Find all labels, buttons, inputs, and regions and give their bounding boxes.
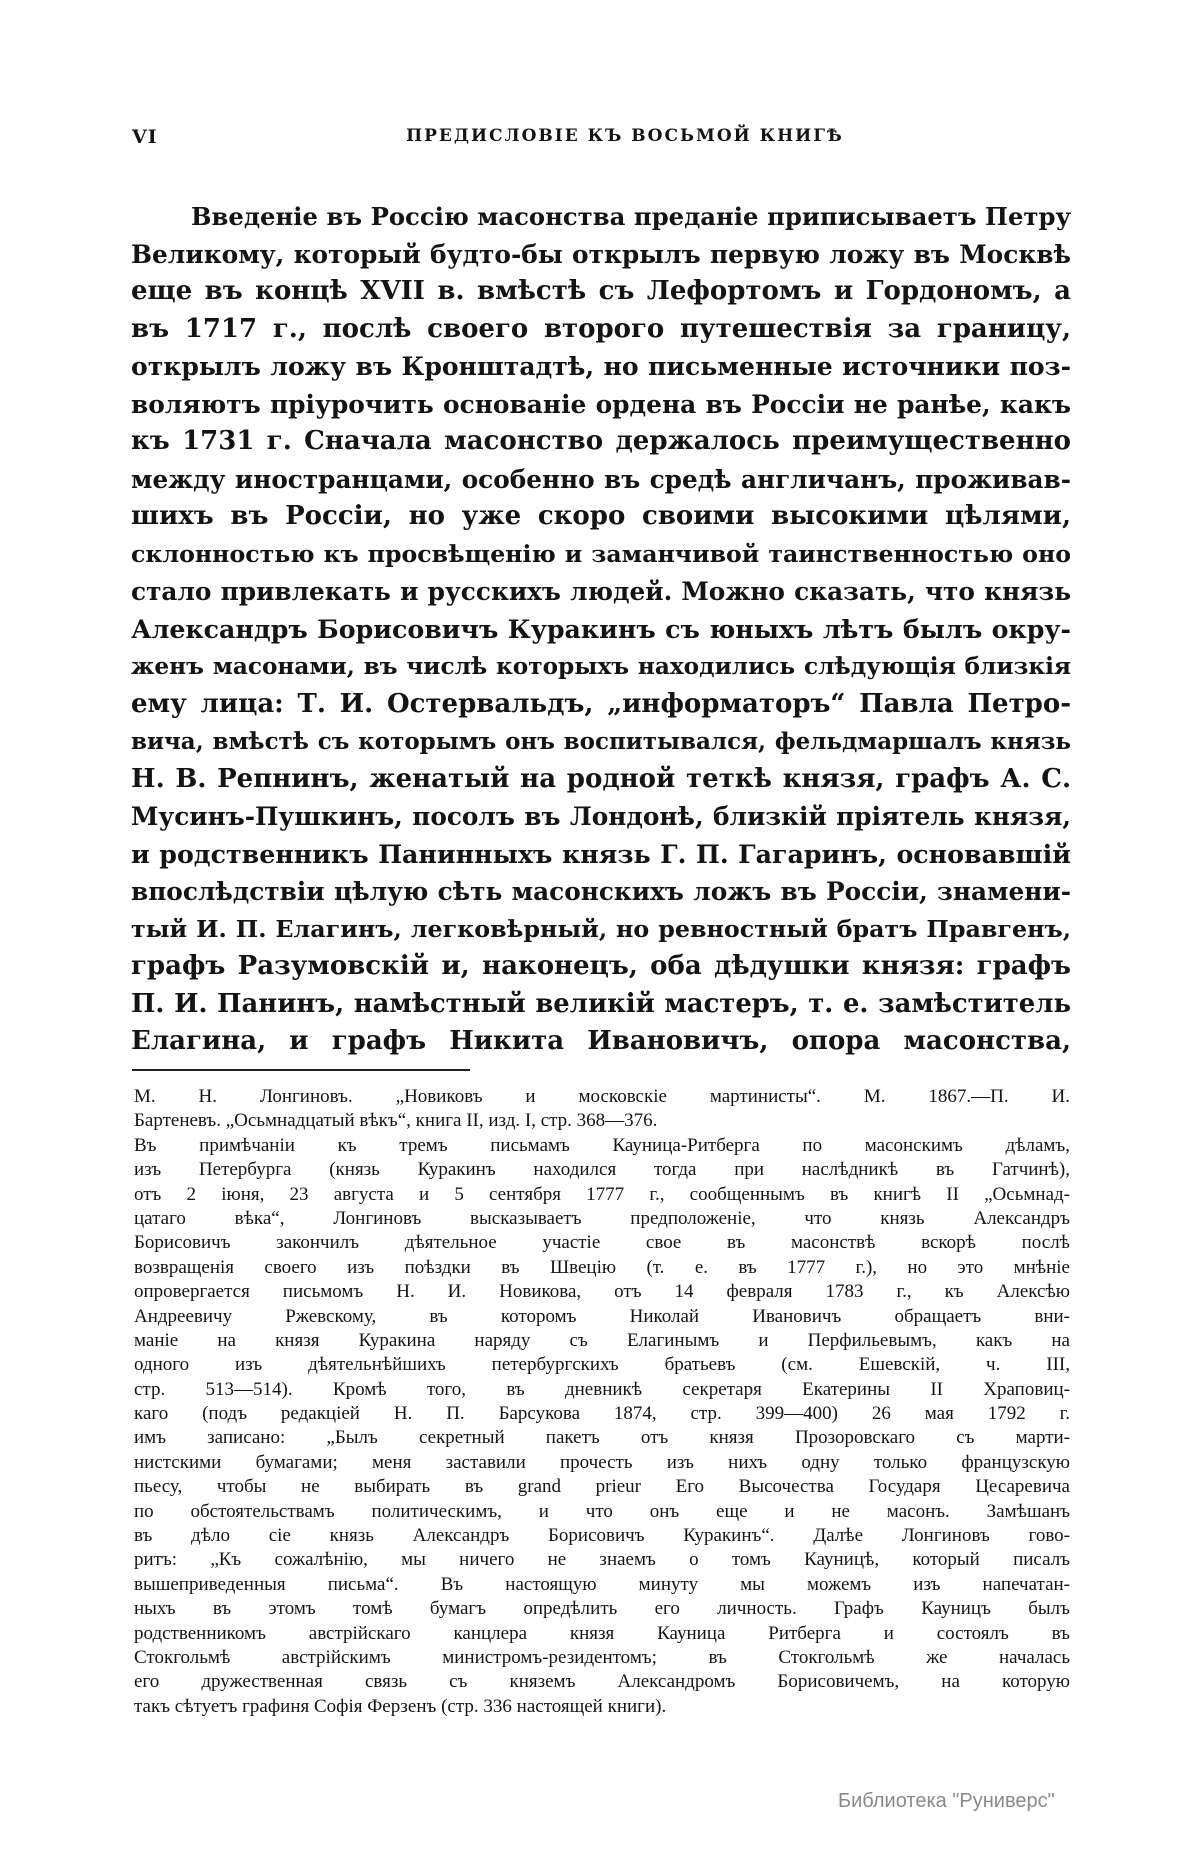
library-watermark: Библиотека "Руниверс" xyxy=(838,1790,1055,1812)
footnote-line: родственникомъ австрійскаго канцлера князя Кауница Ритберга и состоялъ въ xyxy=(134,1622,1070,1644)
main-text-line: Введеніе въ Россію масонства преданіе приписываетъ Петру xyxy=(191,202,1071,231)
main-text-line: Великому, который будто-бы открылъ первую ложу въ Москвѣ xyxy=(131,239,1071,269)
footnote-line: нистскими бумагами; меня заставили прочесть изъ нихъ одну только французскую xyxy=(134,1451,1070,1473)
footnote-line: маніе на князя Куракина наряду съ Елагинымъ и Перфильевымъ, какъ на xyxy=(134,1329,1070,1351)
footnote-line: въ дѣло сіе князь Александръ Борисовичъ Куракинъ“. Далѣе Лонгиновъ гово- xyxy=(134,1525,1070,1547)
main-text-line: еще въ концѣ XVII в. вмѣстѣ съ Лефортомъ и Гордономъ, а xyxy=(131,276,1071,306)
main-text-line: стало привлекать и русскихъ людей. Можно сказать, что князь xyxy=(131,577,1071,606)
main-text-line: между иностранцами, особенно въ средѣ англичанъ, проживав- xyxy=(131,464,1071,494)
footnote-line: Бартеневъ. „Осьмнадцатый вѣкъ“, книга II, изд. I, стр. 368—376. xyxy=(134,1110,658,1132)
main-text-line: въ 1717 г., послѣ своего второго путешествія за границу, xyxy=(131,313,1071,344)
footnote-line: ритъ: „Къ сожалѣнію, мы ничего не знаемъ о томъ Кауницѣ, который писалъ xyxy=(134,1549,1070,1571)
footnote-line: М. Н. Лонгиновъ. „Новиковъ и московскіе мартинисты“. М. 1867.—П. И. xyxy=(134,1086,1070,1107)
main-text-line: впослѣдствіи цѣлую сѣть масонскихъ ложъ въ Россіи, знамени- xyxy=(131,877,1071,906)
footnote-line: имъ записано: „Былъ секретный пакетъ отъ князя Прозоровскаго съ марти- xyxy=(134,1427,1070,1449)
footnote-line: такъ сѣтуетъ графиня Софія Ферзенъ (стр. 336 настоящей книги). xyxy=(134,1695,667,1717)
footnote-line: ныхъ въ этомъ томѣ бумагъ опредѣлить его личность. Графъ Кауницъ былъ xyxy=(134,1598,1070,1620)
footnote-line: по обстоятельствамъ политическимъ, и что онъ еще и не масонъ. Замѣшанъ xyxy=(134,1500,1070,1522)
footnote-line: каго (подъ редакціей Н. П. Барсукова 1874, стр. 399—400) 26 мая 1792 г. xyxy=(134,1403,1070,1425)
main-text-line: вича, вмѣстѣ съ которымъ онъ воспитывался, фельдмаршалъ князь xyxy=(131,728,1071,755)
main-text-line: тый И. П. Елагинъ, легковѣрный, но ревностный братъ Правгенъ, xyxy=(131,914,1071,943)
footnote-line: стр. 513—514). Кромѣ того, въ дневникѣ секретаря Екатерины II Храповиц- xyxy=(134,1378,1070,1400)
footnote-line: возвращенія своего изъ поѣздки въ Швецію (т. е. въ 1777 г.), но это мнѣніе xyxy=(134,1256,1070,1278)
main-text-block xyxy=(131,198,1071,1061)
main-text-line: ему лица: Т. И. Остервальдъ, „информаторъ“ Павла Петро- xyxy=(131,688,1071,719)
main-text-line: Н. В. Репнинъ, женатый на родной теткѣ князя, графъ А. С. xyxy=(131,763,1071,794)
footnote-line: Андреевичу Ржевскому, въ которомъ Николай Ивановичъ обращаетъ вни- xyxy=(134,1305,1070,1327)
main-text-line: воляютъ пріурочить основаніе ордена въ Россіи не ранѣе, какъ xyxy=(131,389,1071,419)
footnote-line: изъ Петербурга (князь Куракинъ находился тогда при наслѣдникѣ въ Гатчинѣ), xyxy=(134,1159,1070,1181)
footnote-line: отъ 2 іюня, 23 августа и 5 сентября 1777 г., сообщеннымъ въ книгѣ II „Осьмнад- xyxy=(134,1183,1070,1205)
main-text-line: женъ масонами, въ числѣ которыхъ находились слѣдующія близкія xyxy=(131,653,1071,680)
main-text-line: склонностью къ просвѣщенію и заманчивой таинственностью оно xyxy=(131,539,1071,568)
footnote-line: его дружественная связь съ княземъ Александромъ Борисовичемъ, на которую xyxy=(134,1671,1070,1693)
main-text-line: къ 1731 г. Сначала масонство держалось преимущественно xyxy=(131,426,1071,456)
main-text-line: Мусинъ-Пушкинъ, посолъ въ Лондонѣ, близкій пріятель князя, xyxy=(131,802,1071,831)
footnote-line: Въ примѣчаніи къ тремъ письмамъ Кауница-Ритберга по масонскимъ дѣламъ, xyxy=(134,1134,1070,1156)
footnote-line: цатаго вѣка“, Лонгиновъ высказываетъ предположеніе, что князь Александръ xyxy=(134,1207,1070,1229)
main-text-line: Елагина, и графъ Никита Ивановичъ, опора масонства, xyxy=(131,1026,1071,1056)
footnote-divider xyxy=(132,1069,470,1071)
main-text-line: П. И. Панинъ, намѣстный великій мастеръ, т. е. замѣститель xyxy=(131,988,1071,1019)
footnote-line: Борисовичъ закончилъ дѣятельное участіе свое въ масонствѣ вскорѣ послѣ xyxy=(134,1232,1070,1254)
footnote-line: пьесу, чтобы не выбирать въ grand prieur Его Высочества Государя Цесаревича xyxy=(134,1476,1070,1498)
main-text-line: и родственникъ Панинныхъ князь Г. П. Гагаринъ, основавшій xyxy=(131,838,1071,869)
footnote-line: Стокгольмѣ австрійскимъ министромъ-резидентомъ; въ Стокгольмѣ же началась xyxy=(134,1646,1070,1668)
running-header: ПРЕДИСЛОВІЕ КЪ ВОСЬМОЙ КНИГѢ xyxy=(406,126,844,146)
footnote-line: вышеприведенныя письма“. Въ настоящую минуту мы можемъ изъ напечатан- xyxy=(134,1573,1070,1595)
footnote-line: опровергается письмомъ Н. И. Новикова, отъ 14 февраля 1783 г., къ Алексѣю xyxy=(134,1281,1070,1303)
main-text-line: графъ Разумовскій и, наконецъ, оба дѣдушки князя: графъ xyxy=(131,951,1071,981)
footnotes-block xyxy=(134,1085,1070,1719)
main-text-line: шихъ въ Россіи, но уже скоро своими высокими цѣлями, xyxy=(131,501,1071,531)
main-text-line: Александръ Борисовичъ Куракинъ съ юныхъ лѣтъ былъ окру- xyxy=(131,613,1071,644)
page-number: VI xyxy=(132,126,158,148)
footnote-line: одного изъ дѣятельнѣйшихъ петербургскихъ братьевъ (см. Ешевскій, ч. III, xyxy=(134,1354,1070,1376)
main-text-line: открылъ ложу въ Кронштадтѣ, но письменные источники поз- xyxy=(131,351,1071,381)
